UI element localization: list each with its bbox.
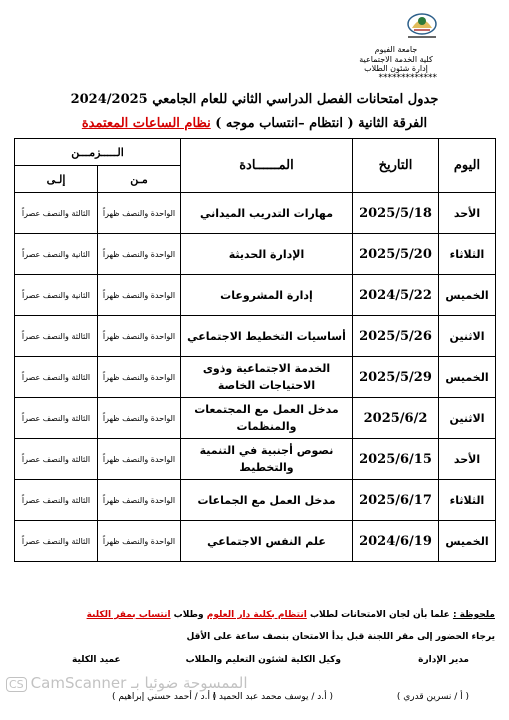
time-cell: الواحدة والنصف ظهراً <box>98 480 181 521</box>
admin-name: ( أ / نسرين قدري ) <box>396 692 469 702</box>
table-row <box>15 439 496 480</box>
note-line-2: يرجاء الحضور إلى مقر اللجنة قبل بدأ الامتحان بنصف ساعة على الأقل <box>186 632 495 642</box>
day-cell: الخميس <box>439 275 496 316</box>
date-cell: 2025/5/20 <box>353 234 439 275</box>
table-row <box>15 316 496 357</box>
table-row <box>15 521 496 562</box>
department-name: إدارة شئون الطلاب <box>364 64 428 73</box>
exam-schedule-table <box>14 138 496 562</box>
stars-divider: ************* <box>378 73 437 83</box>
time-cell: الثالثة والنصف عصراً <box>15 480 98 521</box>
time-cell: الواحدة والنصف ظهراً <box>98 357 181 398</box>
admin-title: مدير الإدارة <box>418 655 469 665</box>
day-cell: الخميس <box>439 357 496 398</box>
time-cell: الثالثة والنصف عصراً <box>15 193 98 234</box>
date-cell: 2025/5/29 <box>353 357 439 398</box>
header-from: مـن <box>98 166 181 193</box>
date-cell: 2025/6/17 <box>353 480 439 521</box>
subtitle-highlight: نظام الساعات المعتمدة <box>81 116 211 131</box>
university-name: جامعة الفيوم <box>374 45 418 54</box>
date-cell: 2025/6/15 <box>353 439 439 480</box>
day-cell: الأحد <box>439 193 496 234</box>
day-cell: الأحد <box>439 439 496 480</box>
university-logo <box>398 6 446 44</box>
page-title: جدول امتحانات الفصل الدراسي الثاني للعام الجامعي 2024/2025 <box>70 92 439 107</box>
camscanner-arabic: الممسوحة ضوئيا بـ <box>131 674 248 692</box>
time-cell: الواحدة والنصف ظهراً <box>98 193 181 234</box>
subj-cell: نصوص أجنبية في التنمية والتخطيط <box>181 439 353 480</box>
table-row <box>15 357 496 398</box>
camscanner-brand: CamScanner <box>30 674 127 692</box>
subj-cell: مهارات التدريب الميداني <box>181 193 353 234</box>
table-row <box>15 275 496 316</box>
subtitle-prefix: الفرقة الثانية ( انتظام –انتساب موجه ) <box>210 116 428 131</box>
subj-cell: الإدارة الحديثة <box>181 234 353 275</box>
subj-cell: الخدمة الاجتماعية وذوى الاحتياجات الخاصة <box>181 357 353 398</box>
date-cell: 2024/5/22 <box>353 275 439 316</box>
dean-name: ( أ.د / أحمد حسني إبراهيم ) <box>112 692 217 702</box>
time-cell: الواحدة والنصف ظهراً <box>98 398 181 439</box>
header-subject: المــــــادة <box>181 139 353 193</box>
day-cell: الخميس <box>439 521 496 562</box>
day-cell: الاثنين <box>439 316 496 357</box>
subj-cell: مدخل العمل مع الجماعات <box>181 480 353 521</box>
header-date: التاريخ <box>353 139 439 193</box>
camscanner-badge: CS <box>6 677 27 692</box>
time-cell: الثالثة والنصف عصراً <box>15 521 98 562</box>
table-row <box>15 193 496 234</box>
header-day: اليوم <box>439 139 496 193</box>
subj-cell: مدخل العمل مع المجتمعات والمنظمات <box>181 398 353 439</box>
vice-dean-name: ( أ.د / يوسف محمد عبد الحميد ) <box>212 692 333 702</box>
header-to: إلـى <box>15 166 98 193</box>
note-red-1: انتظام بكلية دار العلوم <box>206 610 307 620</box>
date-cell: 2025/5/18 <box>353 193 439 234</box>
note-text-1: علما بأن لجان الامتحانات لطلاب <box>306 610 453 620</box>
table-row <box>15 398 496 439</box>
subj-cell: أساسيات التخطيط الاجتماعي <box>181 316 353 357</box>
note-red-2: انتساب بمقر الكلية <box>86 610 171 620</box>
table-row <box>15 480 496 521</box>
time-cell: الثالثة والنصف عصراً <box>15 316 98 357</box>
time-cell: الثالثة والنصف عصراً <box>15 357 98 398</box>
time-cell: الثانية والنصف عصراً <box>15 275 98 316</box>
time-cell: الثالثة والنصف عصراً <box>15 398 98 439</box>
day-cell: الاثنين <box>439 398 496 439</box>
time-cell: الثانية والنصف عصراً <box>15 234 98 275</box>
date-cell: 2025/5/26 <box>353 316 439 357</box>
camscanner-watermark <box>6 674 248 692</box>
time-cell: الثالثة والنصف عصراً <box>15 439 98 480</box>
header-time: الـــــزمـــن <box>15 139 181 166</box>
table-row <box>15 234 496 275</box>
time-cell: الواحدة والنصف ظهراً <box>98 521 181 562</box>
time-cell: الواحدة والنصف ظهراً <box>98 316 181 357</box>
time-cell: الواحدة والنصف ظهراً <box>98 234 181 275</box>
subj-cell: علم النفس الاجتماعي <box>181 521 353 562</box>
time-cell: الواحدة والنصف ظهراً <box>98 439 181 480</box>
note-text-2: وطلاب <box>170 610 207 620</box>
note <box>87 610 495 620</box>
date-cell: 2025/6/2 <box>353 398 439 439</box>
time-cell: الواحدة والنصف ظهراً <box>98 275 181 316</box>
day-cell: الثلاثاء <box>439 480 496 521</box>
day-cell: الثلاثاء <box>439 234 496 275</box>
date-cell: 2024/6/19 <box>353 521 439 562</box>
note-label: ملحوظة : <box>452 610 495 620</box>
page-subtitle <box>0 116 509 131</box>
vice-dean-title: وكيل الكلية لشئون التعليم والطلاب <box>185 655 341 665</box>
faculty-name: كلية الخدمة الاجتماعية <box>359 55 433 64</box>
subj-cell: إدارة المشروعات <box>181 275 353 316</box>
dean-title: عميد الكلية <box>72 655 121 665</box>
